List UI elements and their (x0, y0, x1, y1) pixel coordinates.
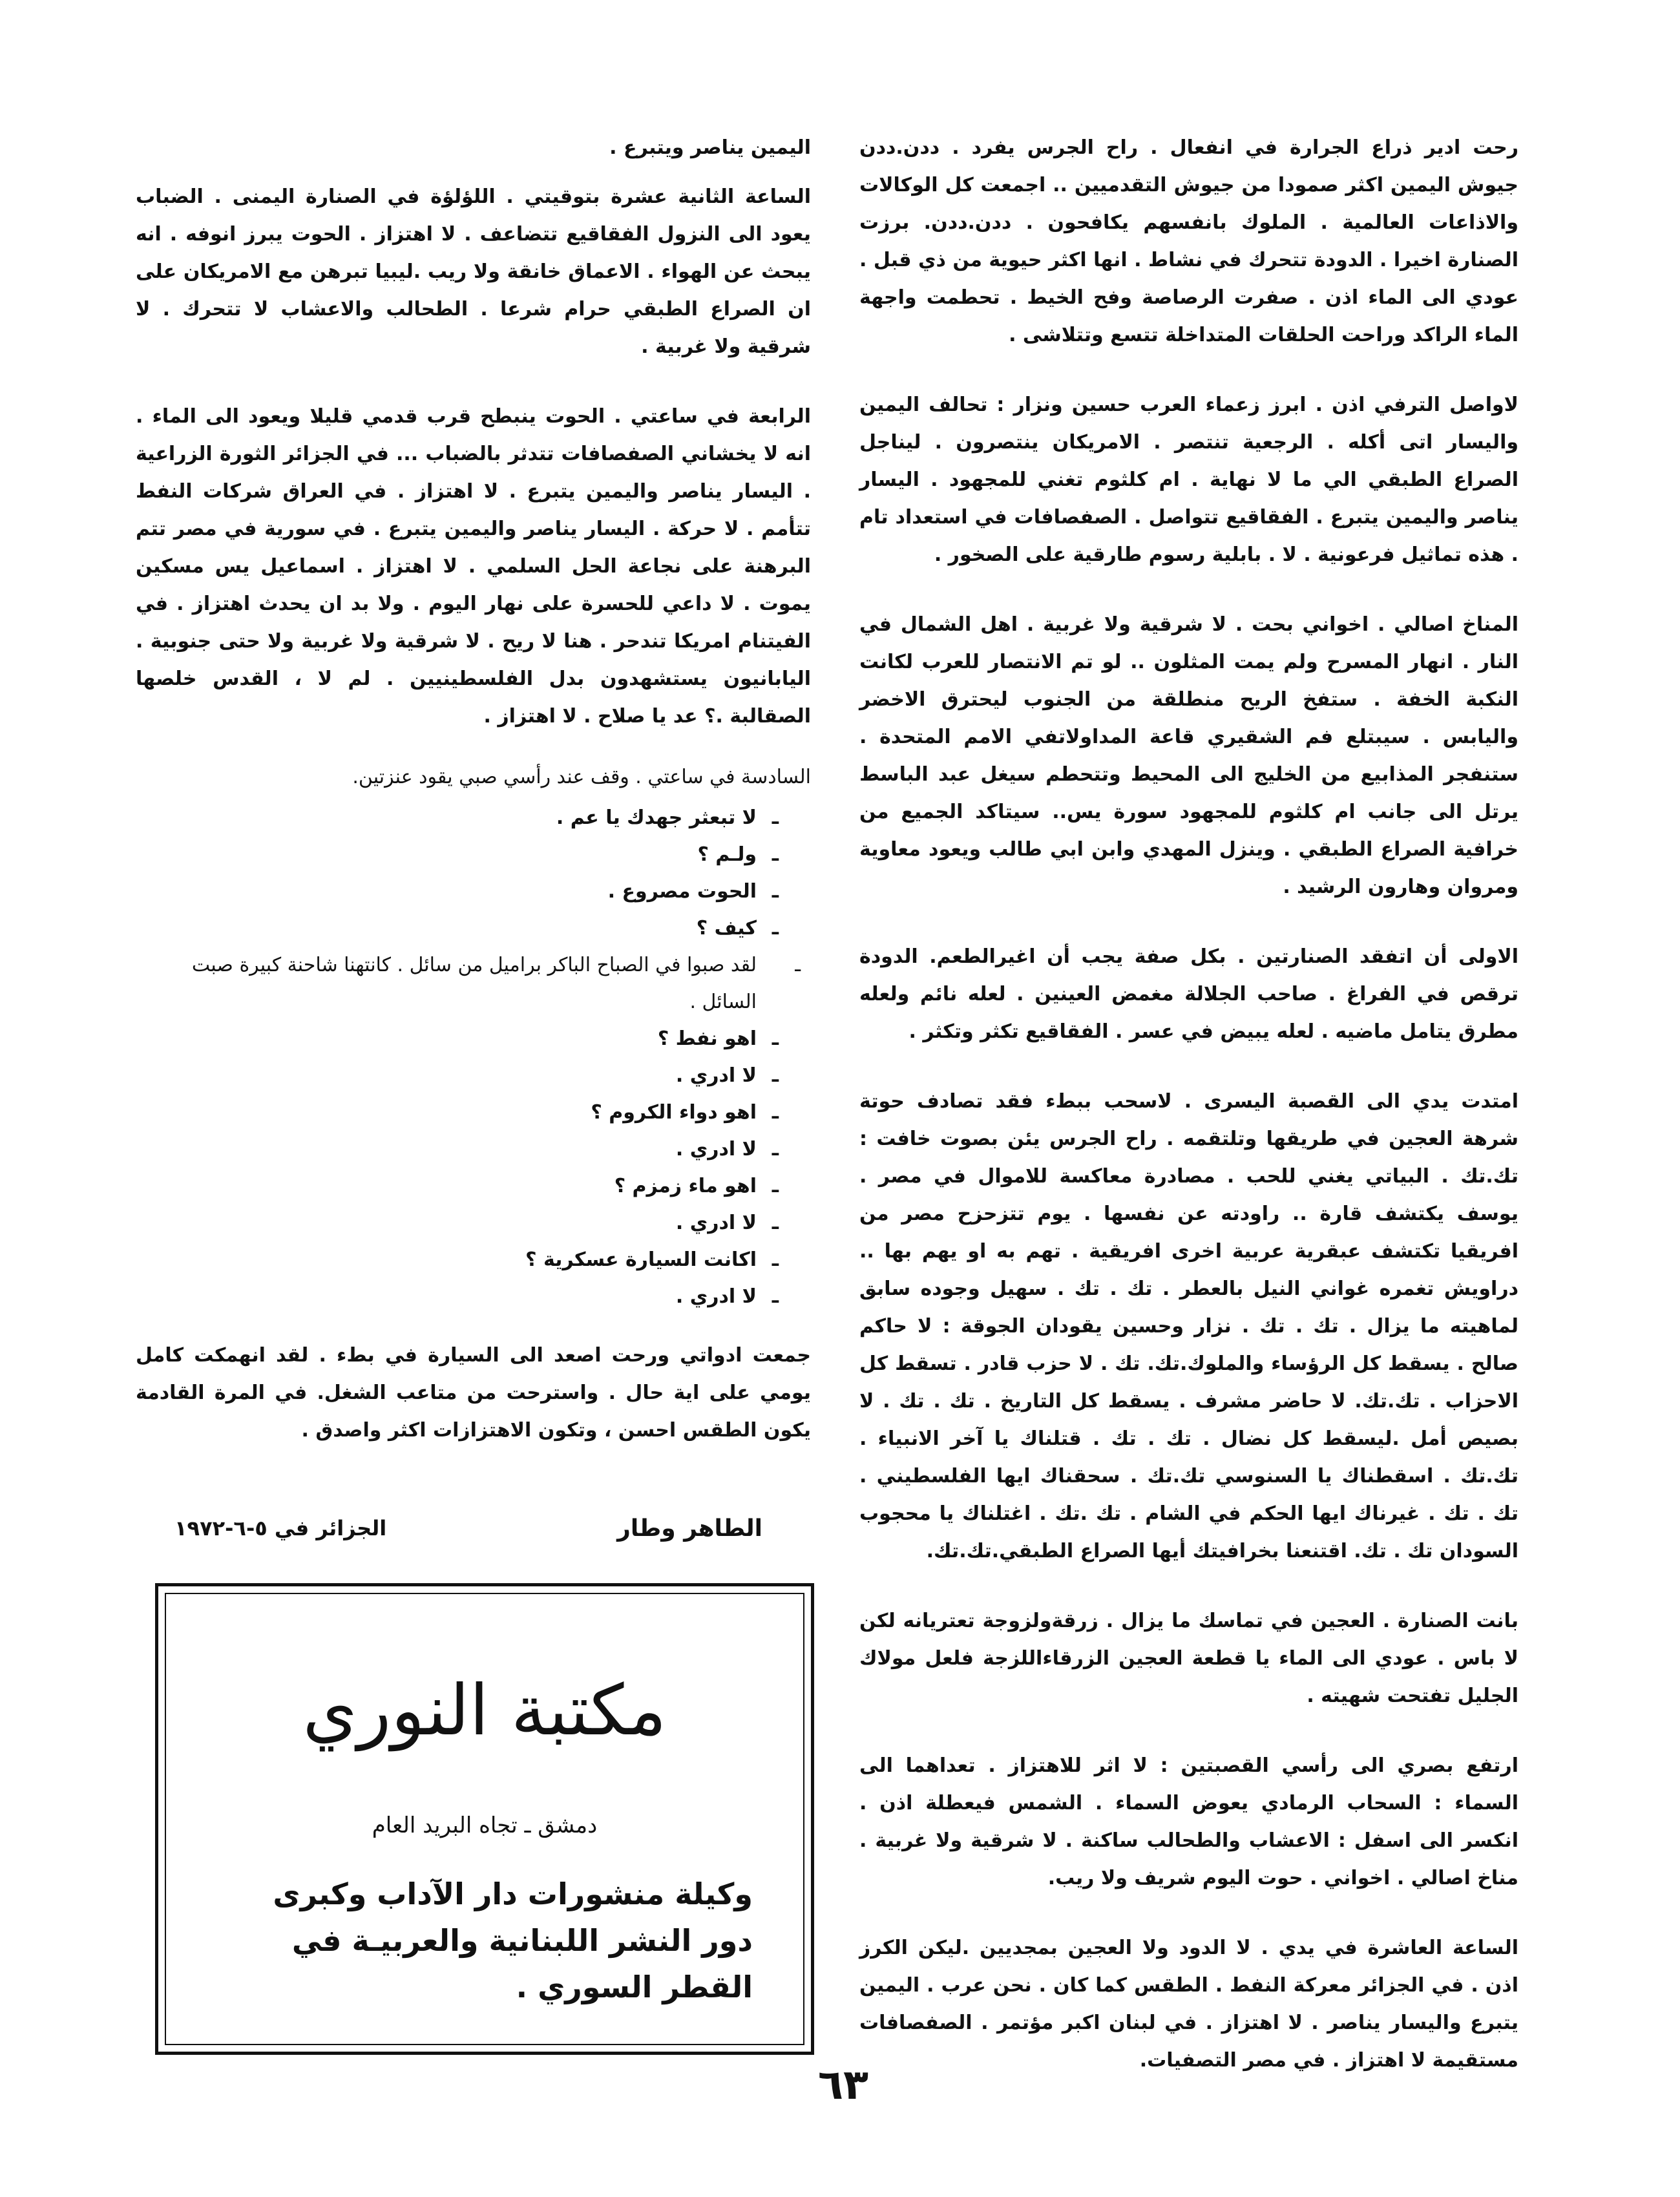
ad-body (223, 1871, 753, 2010)
dialogue-line: ـلا تبعثر جهدك يا عم . (556, 806, 779, 829)
ad-body-line: وكيلة منشورات دار الآداب وكبرى (273, 1876, 753, 1911)
dialogue-line: ـلا ادري . (675, 1285, 779, 1308)
dialogue-line: ـلا ادري . (675, 1064, 779, 1087)
left-paragraph-3: الرابعة في ساعتي . الحوت ينبطح قرب قدمي قليلا ويعود الى الماء . انه لا يخشاني الصفصافات تتدثر بالضباب ... في الجزائر الثورة الزراعية . اليسار يناصر واليمين يتبرع . لا اهتزاز . في العراق شركات النفط تتأمم . لا حركة . اليسار يناصر واليمين يتبرع . في سورية في مصر تتم البرهنة على نجاعة الحل السلمي . لا اهتزاز . اسماعيل يس مسكين يموت . لا داعي للحسرة على نهار اليوم . ولا بد ان يحدث اهتزاز . في الفيتنام امريكا تندحر . هنا لا ريح . لا شرقية ولا غربية ولا حتى جنوبية . اليابانيون يستشهدون بدل الفلسطينيين . لم لا ، القدس خلصها الصقالبة .؟ عد يا صلاح . لا اهتزاز . (136, 405, 811, 728)
dialogue-text: لا ادري . (675, 1064, 757, 1087)
right-paragraph-5: امتدت يدي الى القصبة اليسرى . لاسحب ببطء فقد تصادف حوتة شرهة العجين في طريقها وتلتقمه . راح الجرس يئن بصوت خافت : تك.تك . البياتي يغني للحب . مصادرة معاكسة للاموال في مصر . يوسف يكتشف قارة .. راودته عن نفسها . يوم تتزحزح مصر من افريقيا تكتشف عبقرية عربية اخرى افريقية . تهم به او يهم بها .. دراويش تغمره غواني النيل بالعطر . تك . تك . سهيل وجوده سابق لماهيته ما يزال . تك . تك . نزار وحسين يقودان الجوقة : لا حاكم صالح . يسقط كل الرؤساء والملوك.تك. تك . لا حزب قادر . تسقط كل الاحزاب . تك.تك. لا حاضر مشرف . يسقط كل التاريخ . تك . تك . لا بصيص أمل .ليسقط كل نضال . تك . تك . قتلناك يا آخر الانبياء . تك.تك . اسقطناك يا السنوسي تك.تك . سحقناك ايها الفلسطيني . تك . تك . غيرناك ايها الحكم في الشام . تك .تك . اغتلناك يا محجوب السودان تك . تك. اقتنعنا بخرافيتك أيها الصراع الطبقي.تك.تك. (859, 1090, 1518, 1562)
dialogue-line: ـاهو دواء الكروم ؟ (591, 1101, 779, 1124)
dialogue-text: كيف ؟ (696, 917, 757, 940)
dialogue-text: لا تبعثر جهدك يا عم . (556, 806, 757, 829)
dialogue-text: لقد صبوا في الصباح الباكر براميل من سائل . كانتهنا شاحنة كبيرة صبت السائل . (191, 954, 757, 1013)
right-paragraph-6: بانت الصنارة . العجين في تماسك ما يزال . زرقةولزوجة تعتريانه لكن لا باس . عودي الى الماء يا قطعة العجين الزرقاءاللزجة فلعل مولاك الجليل تفتحت شهيته . (859, 1610, 1518, 1707)
dialogue-line: ـاهو نفط ؟ (657, 1027, 779, 1050)
closing-paragraph: جمعت ادواتي ورحت اصعد الى السيارة في بطء . لقد انهمكت كامل يومي على اية حال . واسترحت من متاعب الشغل. في المرة القادمة يكون الطقس احسن ، وتكون الاهتزازات اكثر واصدق . (136, 1344, 811, 1442)
dialogue-text: لا ادري . (675, 1212, 757, 1234)
bookstore-advertisement (155, 1583, 814, 2055)
place-date: الجزائر في ٥-٦-١٩٧٢ (174, 1516, 387, 1540)
left-paragraph-1: اليمين يناصر ويتبرع . (609, 136, 811, 159)
article-signature (174, 1509, 762, 1548)
ad-body-line: دور النشر اللبنانية والعربيـة في (291, 1923, 753, 1958)
dialogue-line: ـاهو ماء زمزم ؟ (614, 1175, 779, 1197)
dialogue-line: ـلا ادري . (675, 1138, 779, 1161)
dialogue-list (136, 759, 811, 1315)
right-column (859, 129, 1518, 2072)
dialogue-text: الحوت مصروع . (607, 880, 757, 903)
dialogue-text: لا ادري . (675, 1285, 757, 1308)
right-paragraph-2: لاواصل الترفي اذن . ابرز زعماء العرب حسين ونزار : تحالف اليمين واليسار اتى أكله . الرجعية تنتصر . الامريكان ينتصرون . ليناجل الصراع الطبقي الي ما لا نهاية . ام كلثوم تغني للمجهود . اليسار يناصر واليمين يتبرع . الفقاقيع تتواصل . الصفصافات في استعداد تام . هذه تماثيل فرعونية . لا . بابلية رسوم طارقية على الصخور . (859, 394, 1518, 566)
dialogue-line: ـالحوت مصروع . (607, 880, 779, 903)
dialogue-text: ولـم ؟ (697, 843, 757, 866)
ad-body-line: القطر السوري . (516, 1970, 753, 2004)
dialogue-text: اكانت السيارة عسكرية ؟ (525, 1248, 757, 1271)
ad-title: مكتبة النوري (302, 1670, 667, 1751)
right-paragraph-7: ارتفع بصري الى رأسي القصبتين : لا اثر للاهتزاز . تعداهما الى السماء : السحاب الرمادي يعوض السماء . الشمس فيعطلة اذن . انكسر الى اسفل : الاعشاب والطحالب ساكنة . لا شرقية ولا غربية . مناخ اصالي . اخواني . حوت اليوم شريف ولا ريب. (859, 1754, 1518, 1889)
right-paragraph-4: الاولى أن اتفقد الصنارتين . بكل صفة يجب أن اغيرالطعم. الدودة ترقص في الفراغ . صاحب الجلالة مغمض العينين . لعله نائم ولعله مطرق يتامل ماضيه . لعله يبيض في عسر . الفقاقيع تكثر وتكثر . (859, 945, 1518, 1043)
page-number: ٦٣ (817, 2061, 869, 2109)
dialogue-intro: السادسة في ساعتي . وقف عند رأسي صبي يقود عنزتين. (352, 766, 811, 788)
right-paragraph-1: رحت ادير ذراع الجرارة في انفعال . راح الجرس يفرد . ددن.ددن جيوش اليمين اكثر صمودا من جيوش التقدميين .. اجمعت كل الوكالات والاذاعات العالمية . الملوك بانفسهم يكافحون . ددن.ددن. برزت الصنارة اخيرا . الدودة تتحرك في نشاط . انها اكثر حيوية من ذي قبل . عودي الى الماء اذن . صفرت الرصاصة وفح الخيط . تحطمت واجهة الماء الراكد وراحت الحلقات المتداخلة تتسع وتتلاشى . (859, 136, 1518, 346)
author-name: الطاهر وطار (617, 1515, 762, 1542)
dialogue-line: ـولـم ؟ (697, 843, 779, 866)
right-paragraph-3: المناخ اصالي . اخواني بحت . لا شرقية ولا غربية . اهل الشمال في النار . انهار المسرح ولم يمت المثلون .. لو تم الانتصار للعرب لكانت النكبة الخفة . ستفخ الريح منطلقة من الجنوب ليحترق الاخضر واليابس . سيبتلع فم الشقيري قاعة المداولاتفي الامم المتحدة . ستنفجر المذابيع من الخليج الى المحيط وتتحطم سيغل عبد الباسط يرتل الى جانب ام كلثوم للمجهود سورة يس.. سيتاكد الجميع من خرافية الصراع الطبقي . وينزل المهدي وابن ابي طالب ويعود معاوية ومروان وهارون الرشيد . (859, 613, 1518, 898)
ad-address: دمشق ـ تجاه البريد العام (372, 1813, 598, 1838)
dialogue-line: ـلقد صبوا في الصباح الباكر براميل من سائل . كانتهنا شاحنة كبيرة صبت السائل . (191, 954, 801, 1013)
dialogue-text: اهو نفط ؟ (657, 1027, 757, 1050)
dialogue-text: اهو دواء الكروم ؟ (591, 1101, 757, 1124)
dialogue-text: اهو ماء زمزم ؟ (614, 1175, 757, 1197)
dialogue-text: لا ادري . (675, 1138, 757, 1161)
right-paragraph-8: الساعة العاشرة في يدي . لا الدود ولا العجين بمجديين .ليكن الكرز اذن . في الجزائر معركة النفط . الطقس كما كان . نحن عرب . اليمين يتبرع واليسار يناصر . لا اهتزاز . في لبنان اكبر مؤتمر . الصفصافات مستقيمة لا اهتزاز . في مصر التصفيات. (859, 1937, 1518, 2072)
dialogue-line: ـكيف ؟ (696, 917, 779, 940)
dialogue-line: ـاكانت السيارة عسكرية ؟ (525, 1248, 779, 1271)
left-paragraph-2: الساعة الثانية عشرة بتوقيتي . اللؤلؤة في الصنارة اليمنى . الضباب يعود الى النزول الفقاقيع تتضاعف . لا اهتزاز . الحوت يبرز انوفه . انه يبحث عن الهواء . الاعماق خانقة ولا ريب .ليبيا تبرهن مع الامريكان على ان الصراع الطبقي حرام شرعا . الطحالب والاعشاب لا تتحرك . لا شرقية ولا غربية . (136, 185, 811, 358)
dialogue-line: ـلا ادري . (675, 1212, 779, 1234)
